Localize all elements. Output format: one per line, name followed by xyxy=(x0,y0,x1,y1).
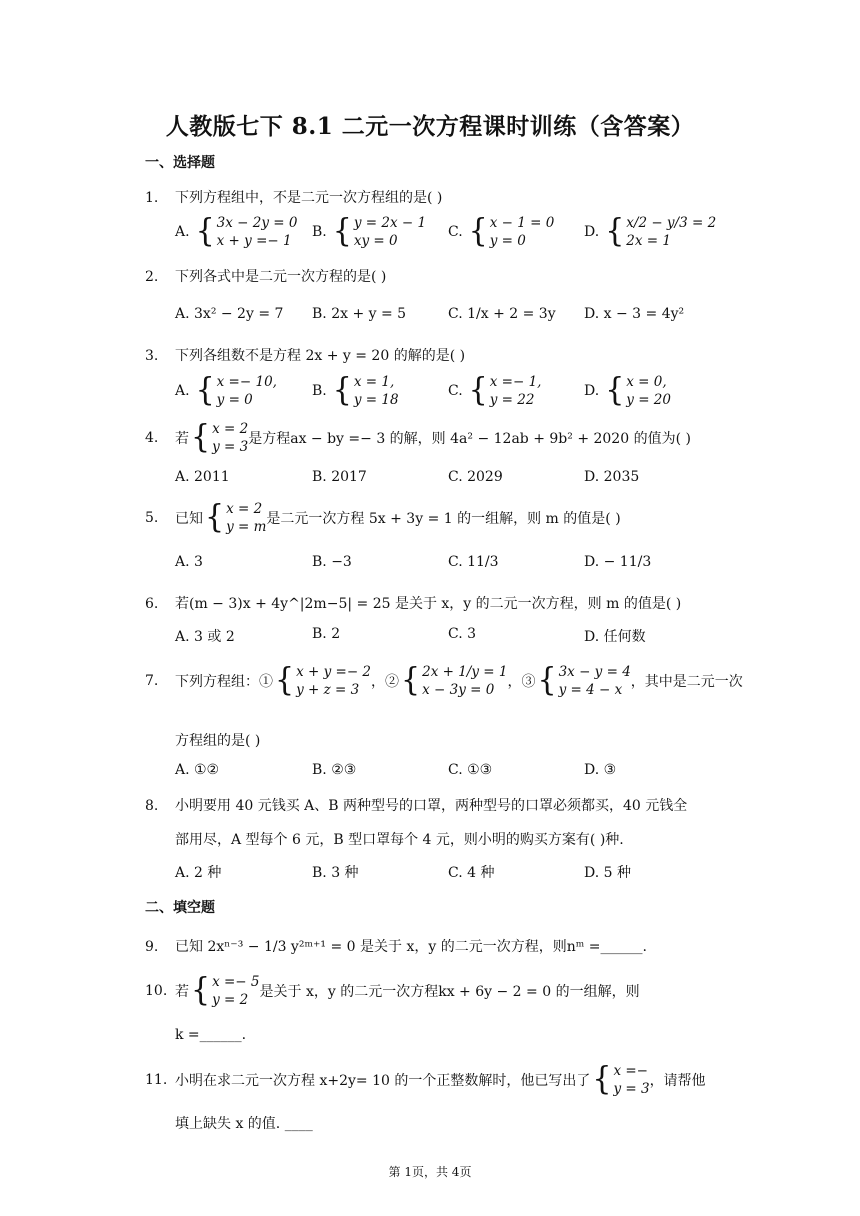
option-d: D. 5 种 xyxy=(584,865,631,881)
question-6 xyxy=(145,593,681,613)
option-d: D. x − 3 = 4y² xyxy=(584,306,685,322)
question-text: 小明要用 40 元钱买 A、B 两种型号的口罩，两种型号的口罩必须都买，40 元钱全 xyxy=(175,798,688,814)
option-b: B. 2 xyxy=(312,626,341,642)
question-text: 下列方程组中，不是二元一次方程组的是( ) xyxy=(175,190,443,206)
question-8 xyxy=(145,795,687,815)
option-d: D. 2035 xyxy=(584,469,640,485)
equation-system: { x = 2 y = 3 xyxy=(191,419,249,456)
question-text: 若(m − 3)x + 4y^|2m−5| = 25 是关于 x，y 的二元一次方程，则 m 的值是( ) xyxy=(175,596,682,612)
equation-system: { x = 2 y = m xyxy=(205,499,267,536)
question-4: 4. 若 { x = 2 y = 3 是方程ax − by =− 3 的解，则 4a² − 12ab + 9b² + 2020 的值为( ) xyxy=(145,419,691,456)
question-9 xyxy=(145,936,647,956)
question-8-continued: 部用尽，A 型每个 6 元，B 型口罩每个 4 元，则小明的购买方案有( )种. xyxy=(175,832,624,848)
question-11: 11. 小明在求二元一次方程 x+2y= 10 的一个正整数解时，他已写出了 { x =− y = 3 ，请帮他 xyxy=(145,1061,706,1098)
equation-system: { x =− 1, y = 22 xyxy=(468,372,542,409)
question-number: 6. xyxy=(145,596,159,612)
option-a: A. 3x² − 2y = 7 xyxy=(175,306,284,322)
option-a: A. { 3x − 2y = 0 x + y =− 1 xyxy=(175,213,298,250)
option-c: C. 1/x + 2 = 3y xyxy=(448,306,556,322)
option-d: D. ③ xyxy=(584,762,617,778)
equation-system: { x/2 − y/3 = 2 2x = 1 xyxy=(605,213,717,250)
question-11-continued: 填上缺失 x 的值. ____ xyxy=(175,1116,313,1132)
option-b: B. 2x + y = 5 xyxy=(312,306,407,322)
option-c: C. { x − 1 = 0 y = 0 xyxy=(448,213,555,250)
question-number: 2. xyxy=(145,269,159,285)
option-d: D. { x = 0, y = 20 xyxy=(584,372,671,409)
option-a: A. ①② xyxy=(175,762,220,778)
equation-system: { x = 0, y = 20 xyxy=(605,372,671,409)
option-c: C. 11/3 xyxy=(448,554,499,570)
question-number: 5. xyxy=(145,510,159,526)
option-c: C. 2029 xyxy=(448,469,503,485)
question-text: 已知 2xⁿ⁻³ − 1/3 y²ᵐ⁺¹ = 0 是关于 x，y 的二元一次方程，则nᵐ =______. xyxy=(175,939,647,955)
option-d: D. − 11/3 xyxy=(584,554,652,570)
equation-system: { y = 2x − 1 xy = 0 xyxy=(332,213,427,250)
page-footer: 第 1页，共 4页 xyxy=(388,1165,472,1179)
equation-system: { x =− 10, y = 0 xyxy=(195,372,277,409)
option-b: B. 3 种 xyxy=(312,865,359,881)
option-c: C. ①③ xyxy=(448,762,493,778)
equation-system: { x + y =− 2 y + z = 3 xyxy=(275,662,372,699)
option-b: B. { x = 1, y = 18 xyxy=(312,372,399,409)
question-number: 7. xyxy=(145,673,159,689)
option-c: C. { x =− 1, y = 22 xyxy=(448,372,542,409)
question-3 xyxy=(145,345,465,365)
equation-system: { x =− y = 3 xyxy=(592,1061,650,1098)
question-text: 下列各组数不是方程 2x + y = 20 的解的是( ) xyxy=(175,348,466,364)
option-c: C. 3 xyxy=(448,626,477,642)
question-2 xyxy=(145,266,386,286)
question-text: 下列各式中是二元一次方程的是( ) xyxy=(175,269,387,285)
section-heading-choice: 一、选择题 xyxy=(145,155,215,171)
option-b: B. ②③ xyxy=(312,762,357,778)
section-heading-fill: 二、填空题 xyxy=(145,900,215,916)
equation-system: { 2x + 1/y = 1 x − 3y = 0 xyxy=(401,662,508,699)
question-number: 3. xyxy=(145,348,159,364)
option-d: D. 任何数 xyxy=(584,629,646,645)
question-number: 1. xyxy=(145,190,159,206)
option-b: B. { y = 2x − 1 xy = 0 xyxy=(312,213,427,250)
equation-system: { 3x − y = 4 y = 4 − x xyxy=(537,662,631,699)
question-number: 8. xyxy=(145,798,159,814)
equation-system: { x = 1, y = 18 xyxy=(332,372,399,409)
equation-system: { 3x − 2y = 0 x + y =− 1 xyxy=(195,213,298,250)
option-d: D. { x/2 − y/3 = 2 2x = 1 xyxy=(584,213,717,250)
option-c: C. 4 种 xyxy=(448,865,495,881)
question-10: 10. 若 { x =− 5 y = 2 是关于 x，y 的二元一次方程kx + 6y − 2 = 0 的一组解，则 xyxy=(145,972,640,1009)
question-10-continued: k =______. xyxy=(175,1027,247,1043)
equation-system: { x − 1 = 0 y = 0 xyxy=(468,213,555,250)
question-7-continued: 方程组的是( ) xyxy=(175,733,261,749)
question-1 xyxy=(145,187,442,207)
question-5: 5. 已知 { x = 2 y = m 是二元一次方程 5x + 3y = 1 的一组解，则 m 的值是( ) xyxy=(145,499,621,536)
question-number: 4. xyxy=(145,430,159,446)
question-number: 9. xyxy=(145,939,159,955)
option-a: A. 3 或 2 xyxy=(175,629,235,645)
question-number: 11. xyxy=(145,1072,168,1088)
option-b: B. −3 xyxy=(312,554,352,570)
question-7: 7. 下列方程组：① { x + y =− 2 y + z = 3 ，② { 2x + 1/y = 1 x − 3y = 0 ，③ { 3x − y = 4 y = 4 − x ，其中是二元一次 xyxy=(145,662,743,699)
option-a: A. 2011 xyxy=(175,469,230,485)
question-number: 10. xyxy=(145,983,168,999)
option-a: A. 2 种 xyxy=(175,865,222,881)
option-a: A. { x =− 10, y = 0 xyxy=(175,372,277,409)
option-a: A. 3 xyxy=(175,554,203,570)
page-title: 人教版七下 8.1 二元一次方程课时训练（含答案） xyxy=(165,113,695,140)
equation-system: { x =− 5 y = 2 xyxy=(191,972,260,1009)
option-b: B. 2017 xyxy=(312,469,367,485)
